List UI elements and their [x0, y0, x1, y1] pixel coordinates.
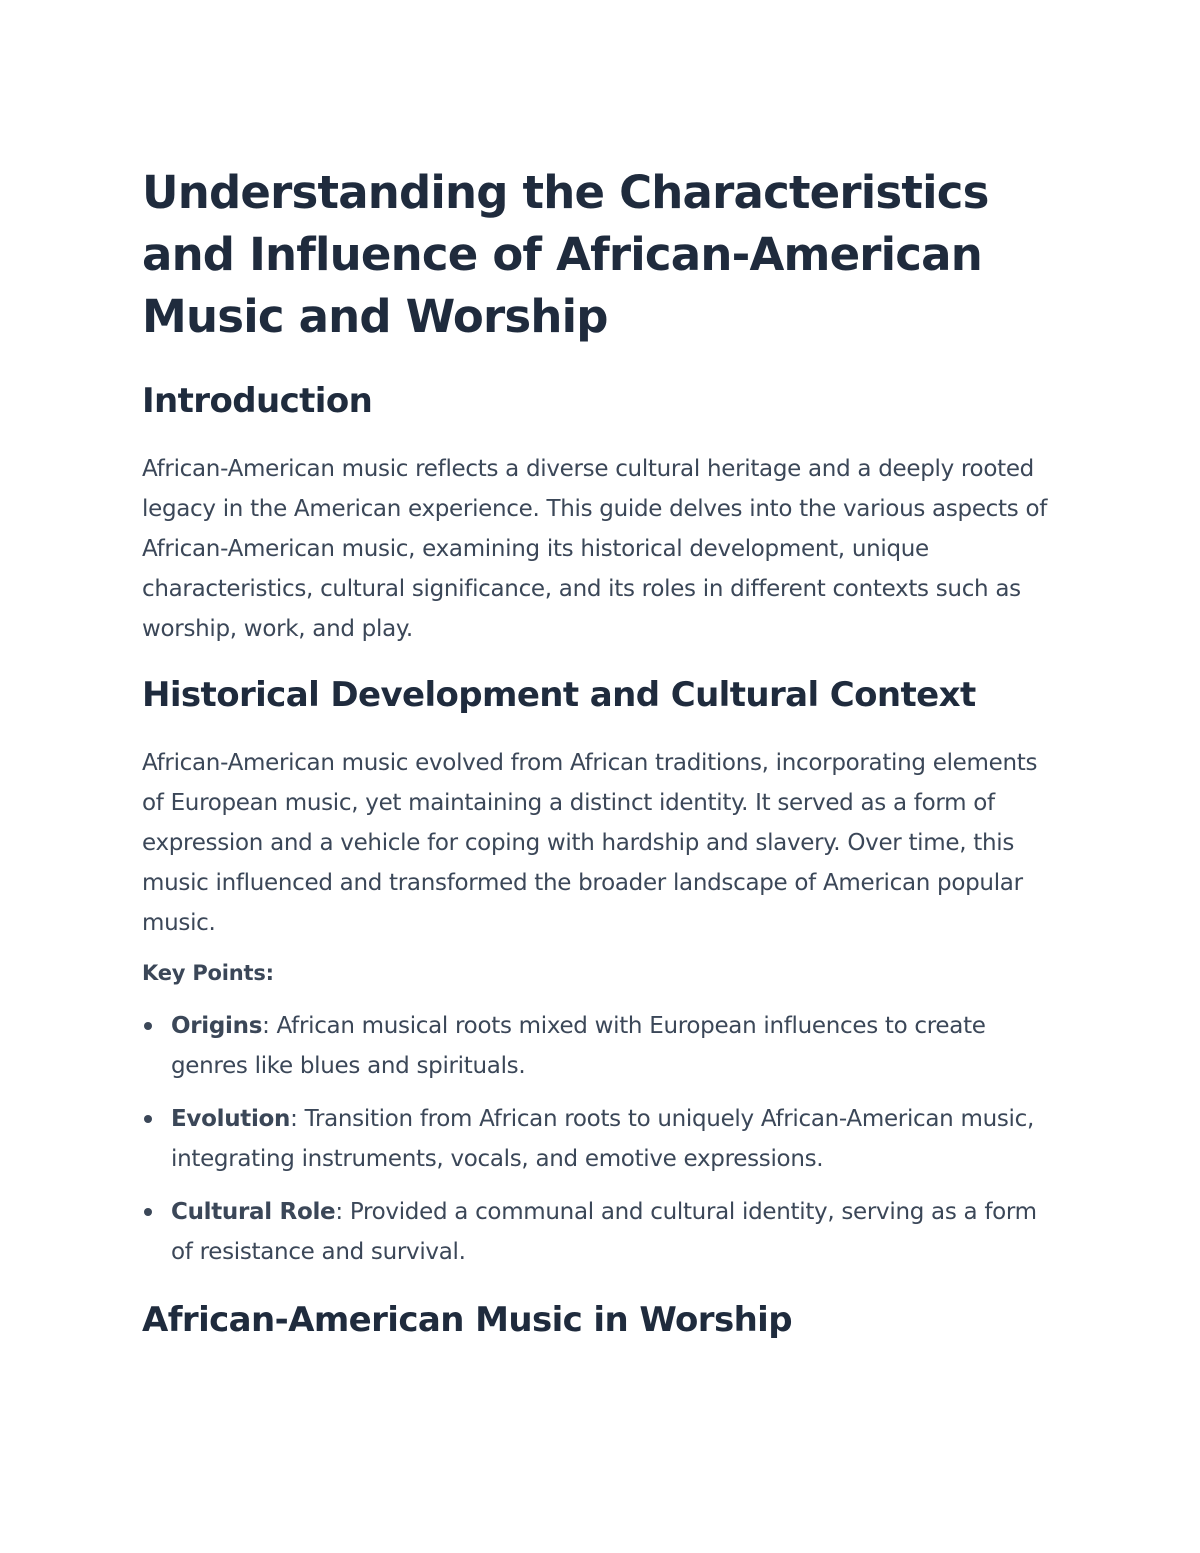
key-point-term: Evolution: [171, 1106, 291, 1132]
key-point-term: Cultural Role: [171, 1199, 336, 1225]
key-points-label: Key Points:: [142, 961, 274, 985]
list-item: [142, 1099, 1060, 1179]
key-point-text: : Provided a communal and cultural identity, serving as a form of resistance and survival.: [171, 1199, 1037, 1265]
list-item: [142, 1006, 1060, 1086]
historical-paragraph: African-American music evolved from African traditions, incorporating elements of European music, yet maintaining a distinct identity. It served as a form of expression and a vehicle for coping with hardship and slavery. Over time, this music influenced and transformed the broader landscape of American popular music.: [142, 750, 1038, 936]
page-title: Understanding the Characteristics and Influence of African-American Music and Worship: [142, 166, 989, 343]
key-point-text: : African musical roots mixed with European influences to create genres like blues and spirituals.: [171, 1013, 986, 1079]
bullet-icon: [144, 1115, 152, 1123]
introduction-paragraph: African-American music reflects a diverse cultural heritage and a deeply rooted legacy in the American experience. This guide delves into the various aspects of African-American music, examining its historical development, unique characteristics, cultural significance, and its roles in different contexts such as worship, work, and play.: [142, 456, 1048, 642]
bullet-icon: [144, 1022, 152, 1030]
key-point-text: : Transition from African roots to uniquely African-American music, integrating instruments, vocals, and emotive expressions.: [171, 1106, 1034, 1172]
section-heading-historical: Historical Development and Cultural Context: [142, 675, 976, 715]
section-heading-worship: African-American Music in Worship: [142, 1300, 792, 1340]
list-item: [142, 1192, 1060, 1272]
key-points-list: [142, 1006, 1060, 1285]
key-point-term: Origins: [171, 1013, 263, 1039]
section-heading-introduction: Introduction: [142, 381, 373, 421]
bullet-icon: [144, 1208, 152, 1216]
